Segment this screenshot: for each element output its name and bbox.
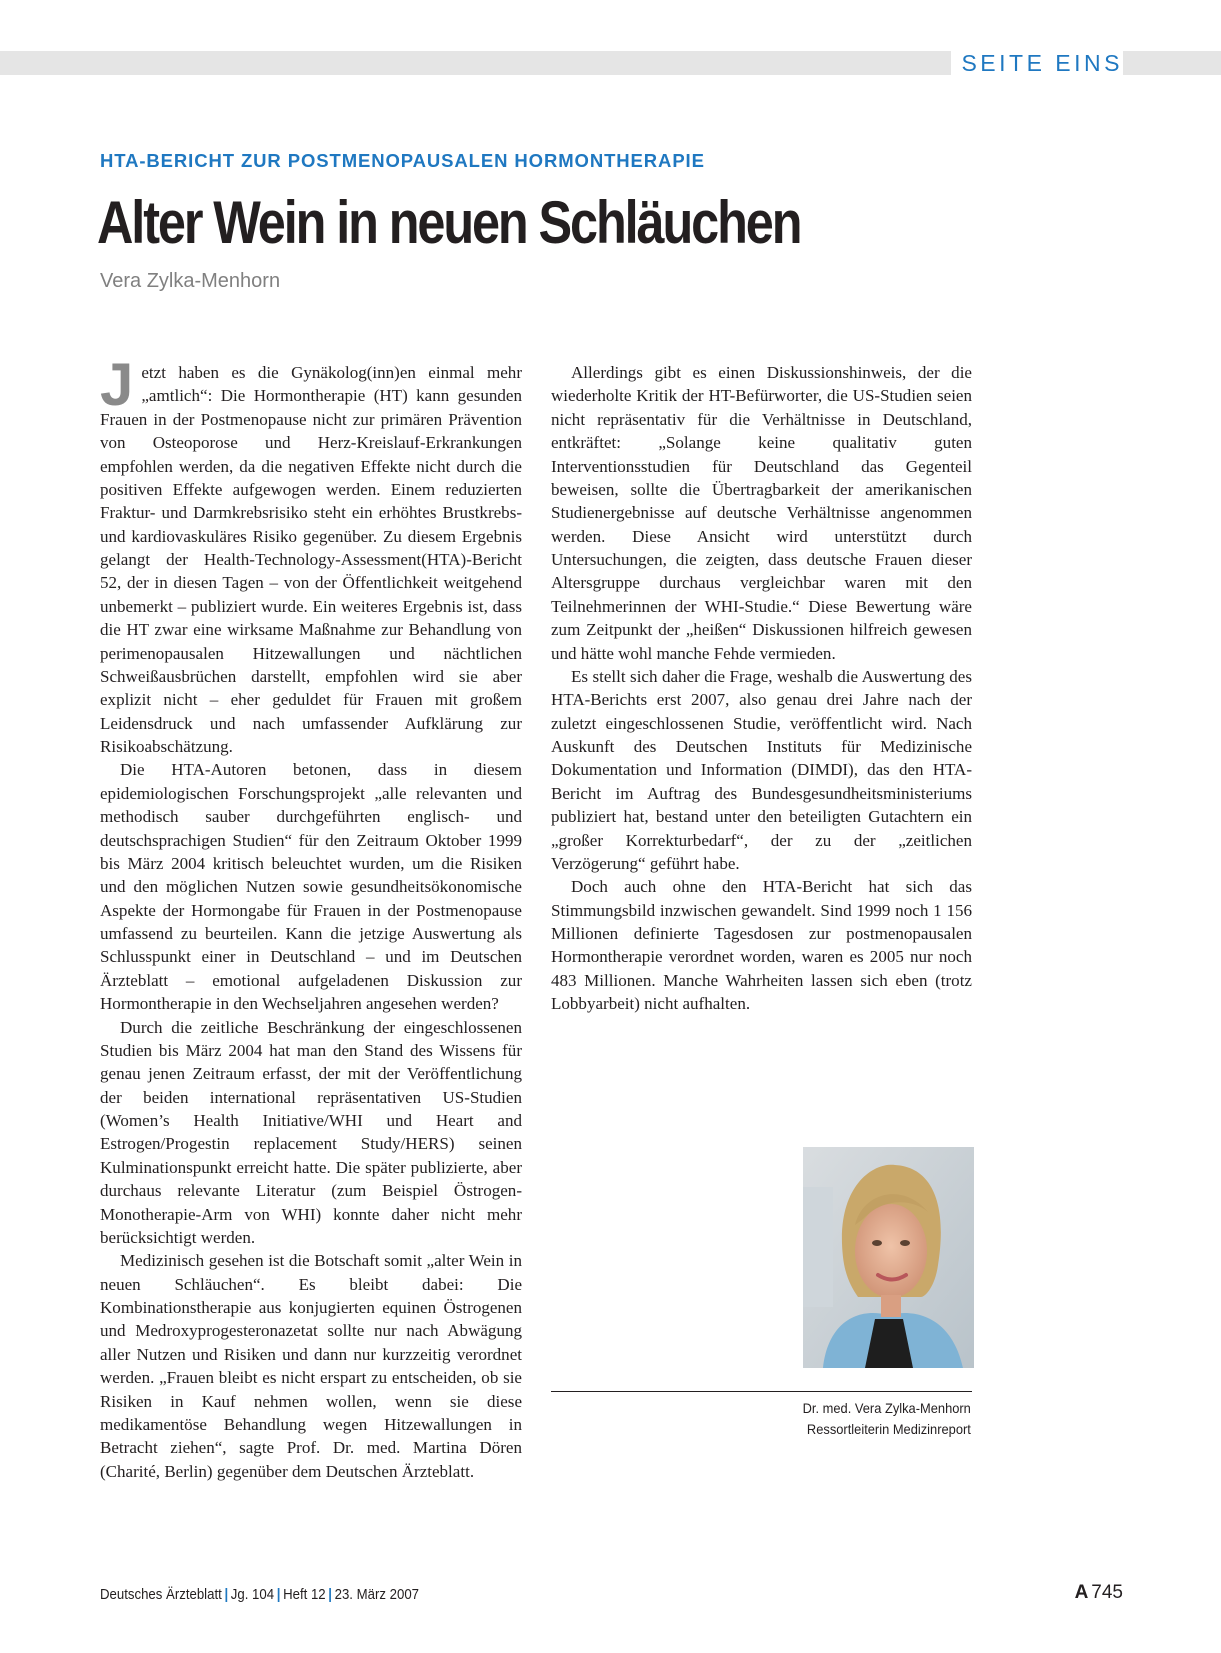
footer-citation: Deutsches Ärzteblatt | Jg. 104 | Heft 12 | 23. März 2007 [100,1586,419,1603]
article-author: Vera Zylka-Menhorn [100,270,281,292]
page-number-value: 745 [1091,1582,1123,1603]
caption-rule [551,1391,972,1392]
article-paragraph-1: Jetzt haben es die Gynäkolog(inn)en einmal mehr „amtlich“: Die Hormontherapie (HT) kann gesunden Frauen in der Postmenopause nicht zur primären Prävention von Osteoporose und Herz-Kreislauf-Erkrankungen empfohlen werden, da die negativen Effekte nicht durch die positiven Effekte aufgewogen werden. Einem reduzierten Fraktur- und Darmkrebsrisiko steht ein erhöhtes Brustkrebs- und kardiovaskuläres Risiko gegenüber. Zu diesem Ergebnis gelangt der Health-Technology-Assessment(HTA)-Bericht 52, der in diesen Tagen – von der Öffentlichkeit weitgehend unbemerkt – publiziert wurde. Ein weiteres Ergebnis ist, dass die HT zwar eine wirksame Maßnahme zur Behandlung von perimenopausalen Hitzewallungen und nächtlichen Schweißausbrüchen darstellt, empfohlen wird sie aber explizit nicht – eher geduldet für Frauen mit großem Leidensdruck und nach umfassender Aufklärung zur Risikoabschätzung. [100,351,522,756]
page-prefix: A [1074,1582,1089,1603]
article-paragraph-7: Doch auch ohne den HTA-Bericht hat sich das Stimmungsbild inzwischen gewandelt. Sind 1999 noch 1 156 Millionen definierte Tagesdosen zur postmenopausalen Hormontherapie verordnet worden, waren es 2005 nur noch 483 Millionen. Manche Wahrheiten lassen sich eben (trotz Lobbyarbeit) nicht aufhalten. [551,877,972,1014]
footer-issue: Heft 12 [283,1586,326,1603]
author-photo [803,1147,974,1368]
footer-volume: Jg. 104 [230,1586,275,1603]
article-headline: Alter Wein in neuen Schläuchen [97,189,801,256]
page-number [1075,1582,1123,1604]
section-label: SEITE EINS [951,48,1123,78]
article-kicker: HTA-BERICHT ZUR POSTMENOPAUSALEN HORMONTHERAPIE [100,150,705,171]
article-paragraph-2: Die HTA-Autoren betonen, dass in diesem epidemiologischen Forschungsprojekt „alle relevanten und methodisch sauber durchgeführten englisch- und deutschsprachigen Studien“ für den Zeitraum Oktober 1999 bis März 2004 kritisch beleuchtet wurden, um die Risiken und den möglichen Nutzen sowie gesundheitsökonomische Aspekte der Hormongabe für Frauen in der Postmenopause umfassend zu beurteilen. Kann die jetzige Auswertung als Schlusspunkt einer in Deutschland – und im Deutschen Ärzteblatt – emotional aufgeladenen Diskussion zur Hormontherapie in den Wechseljahren angesehen werden? [100,760,522,1014]
dropcap: J [100,351,134,418]
article-column-left [100,351,522,1483]
article-paragraph-4: Medizinisch gesehen ist die Botschaft somit „alter Wein in neuen Schläuchen“. Es bleibt dabei: Die Kombinationstherapie aus konjugierten equinen Östrogenen und Medroxyprogesteronazetat sollte nur nach Abwägung aller Nutzen und Risiken und dann nur kurzzeitig verordnet werden. „Frauen bleibt es nicht erspart zu entscheiden, ob sie Risiken in Kauf nehmen wollen, wenn sie diese medikamentöse Behandlung wegen Hitzewallungen in Betracht ziehen“, sagte Prof. Dr. med. Martina Dören (Charité, Berlin) gegenüber dem Deutschen Ärzteblatt. [100,1251,522,1481]
article-paragraph-6: Es stellt sich daher die Frage, weshalb die Auswertung des HTA-Berichts erst 2007, also genau drei Jahre nach der zuletzt eingeschlossenen Studie, veröffentlicht wird. Nach Auskunft des Deutschen Instituts für Medizinische Dokumentation und Information (DIMDI), das den HTA-Bericht im Auftrag des Bundesgesundheitsministeriums publiziert hat, bestand unter den beteiligten Gutachtern ein „großer Korrekturbedarf“, der zu der „zeitlichen Verzögerung“ geführt habe. [551,666,972,873]
article-paragraph-5: Allerdings gibt es einen Diskussionshinweis, der die wiederholte Kritik der HT-Befürworter, die US-Studien seien nicht repräsentativ für die Verhältnisse in Deutschland, entkräftet: „Solange keine qualitativ guten Interventionsstudien für Deutschland das Gegenteil beweisen, sollte die Übertragbarkeit der amerikanischen Studienergebnisse auf deutsche Verhältnisse angenommen werden. Diese Ansicht wird unterstützt durch Untersuchungen, die zeigten, dass deutsche Frauen dieser Altersgruppe durchaus vergleichbar waren mit den Teilnehmerinnen der WHI-Studie.“ Diese Bewertung wäre zum Zeitpunkt der „heißen“ Diskussionen hilfreich gewesen und hätte wohl manche Fehde vermieden. [551,363,972,663]
footer-publication: Deutsches Ärzteblatt [100,1586,222,1603]
article-paragraph-3: Durch die zeitliche Beschränkung der eingeschlossenen Studien bis März 2004 hat man den Stand des Wissens für genau jenen Zeitraum erfasst, der mit der Veröffentlichung der beiden international repräsentativen US-Studien (Women’s Health Initiative/WHI und Heart and Estrogen/Progestin replacement Study/HERS) seinen Kulminationspunkt erreicht hatte. Die später publizierte, aber durchaus relevante Literatur (zum Beispiel Östrogen-Monotherapie-Arm von WHI) konnte daher nicht mehr berücksichtigt werden. [100,1017,522,1247]
caption-role: Ressortleiterin Medizinreport [807,1421,971,1437]
article-column-right [551,361,972,1016]
photo-caption [803,1398,971,1440]
footer-date: 23. März 2007 [334,1586,419,1603]
caption-name: Dr. med. Vera Zylka-Menhorn [802,1400,971,1416]
